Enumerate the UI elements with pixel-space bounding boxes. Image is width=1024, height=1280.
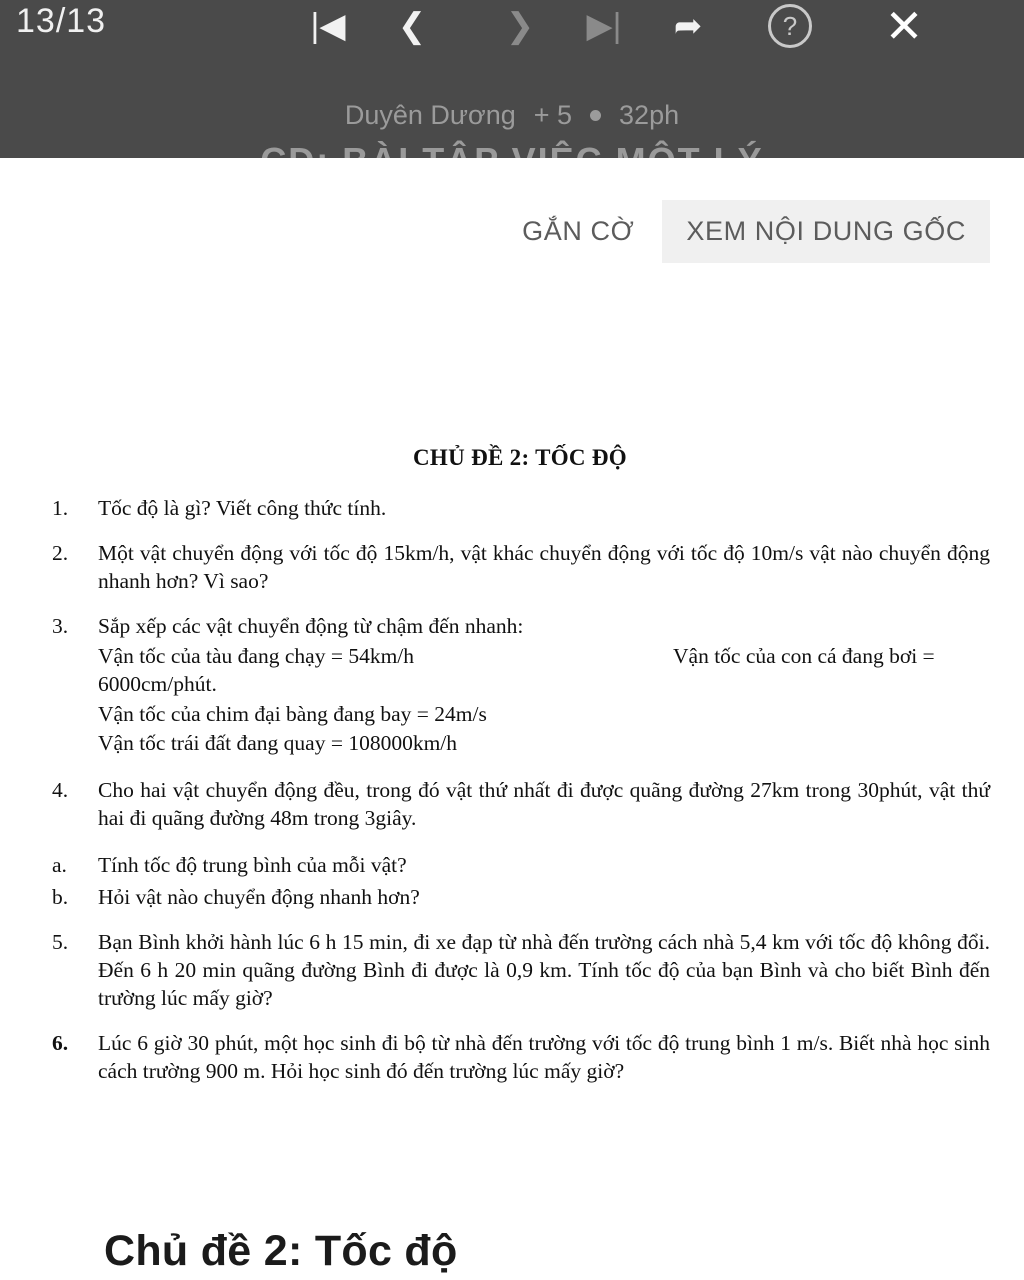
question-item (50, 613, 990, 761)
question-text: Một vật chuyển động với tốc độ 15km/h, vật khác chuyển động với tốc độ 10m/s vật nào chuyển động nhanh hơn? Vì sao? (98, 540, 990, 593)
speed-fish-line: Vận tốc của con cá đang bơi = (673, 643, 935, 668)
page-counter: 13/13 (16, 2, 107, 40)
flag-button[interactable]: GẮN CỜ (512, 204, 644, 259)
question-number: 5. (52, 930, 69, 955)
question-text: Sắp xếp các vật chuyển động từ chậm đến nhanh: (98, 613, 524, 638)
contributor-count: + 5 (533, 100, 573, 130)
view-original-button[interactable]: XEM NỘI DUNG GỐC (662, 200, 990, 263)
question-number: 3. (52, 613, 69, 638)
question-number: 4. (52, 778, 69, 803)
close-icon[interactable]: ✕ (884, 0, 924, 52)
question-text-block (98, 613, 990, 761)
sub-question-text: Tính tốc độ trung bình của mỗi vật? (98, 853, 407, 878)
question-number: 2. (52, 540, 69, 565)
separator-dot-icon (590, 110, 601, 121)
question-text: Lúc 6 giờ 30 phút, một học sinh đi bộ từ nhà đến trường với tốc độ trung bình 1 m/s. Biết nhà học sinh cách trường 900 m. Hỏi học sinh đó đến trường lúc mấy giờ? (98, 1030, 990, 1083)
speed-fish-value-line: 6000cm/phút. (98, 671, 217, 696)
speed-eagle-line: Vận tốc của chim đại bàng đang bay = 24m/s (98, 701, 487, 726)
first-page-icon[interactable]: |◀ (310, 7, 346, 45)
question-item (50, 1030, 990, 1086)
sub-question-number: b. (52, 885, 69, 910)
question-text: Tốc độ là gì? Viết công thức tính. (98, 495, 387, 520)
question-item (50, 929, 990, 1013)
question-two-column-line (98, 643, 990, 671)
document-title-peek (0, 140, 1024, 158)
question-text-block (98, 777, 990, 835)
help-icon[interactable] (768, 4, 824, 48)
question-text: Bạn Bình khởi hành lúc 6 h 15 min, đi xe đạp từ nhà đến trường cách nhà 5,4 km với tốc độ không đổi. Đến 6 h 20 min quãng đường Bình đi được là 0,9 km. Tính tốc độ của bạn Bình và cho biết Bình đến trường lúc mấy giờ? (98, 930, 990, 1011)
sub-question-item (50, 884, 990, 912)
question-item (50, 495, 990, 523)
question-number: 6. (52, 1030, 69, 1055)
question-number: 1. (52, 495, 69, 520)
previous-page-icon[interactable]: ❮ (397, 7, 427, 45)
help-icon-circle: ? (768, 4, 812, 48)
document-heading: CHỦ ĐỀ 2: TỐC ĐỘ (413, 445, 627, 470)
bottom-section-heading: Chủ đề 2: Tốc độ (104, 1227, 458, 1275)
question-item (50, 540, 990, 596)
next-page-icon[interactable]: ❯ (505, 7, 535, 45)
question-item (50, 777, 990, 835)
sub-question-item (50, 852, 990, 880)
last-page-icon[interactable]: ▶| (586, 7, 622, 45)
sub-question-text: Hỏi vật nào chuyển động nhanh hơn? (98, 885, 420, 910)
read-time: 32ph (619, 100, 680, 130)
viewer-nav-icons (300, 0, 1024, 52)
speed-earth-line: Vận tốc trái đất đang quay = 108000km/h (98, 731, 458, 756)
sheet-actions (512, 200, 990, 263)
content-sheet (0, 158, 1024, 1280)
author-name: Duyên Dương (344, 100, 516, 130)
document-author-row (0, 100, 1024, 131)
question-text: Cho hai vật chuyển động đều, trong đó vật thứ nhất đi được quãng đường 27km trong 30phút, vật thứ hai đi quãng đường 48m trong 3giây. (98, 778, 990, 831)
document-viewer-toolbar (0, 0, 1024, 158)
sub-question-number: a. (52, 853, 67, 878)
document-body (50, 443, 990, 1103)
speed-train-line: Vận tốc của tàu đang chạy = 54km/h (98, 643, 415, 668)
share-icon[interactable]: ➦ (673, 7, 703, 45)
